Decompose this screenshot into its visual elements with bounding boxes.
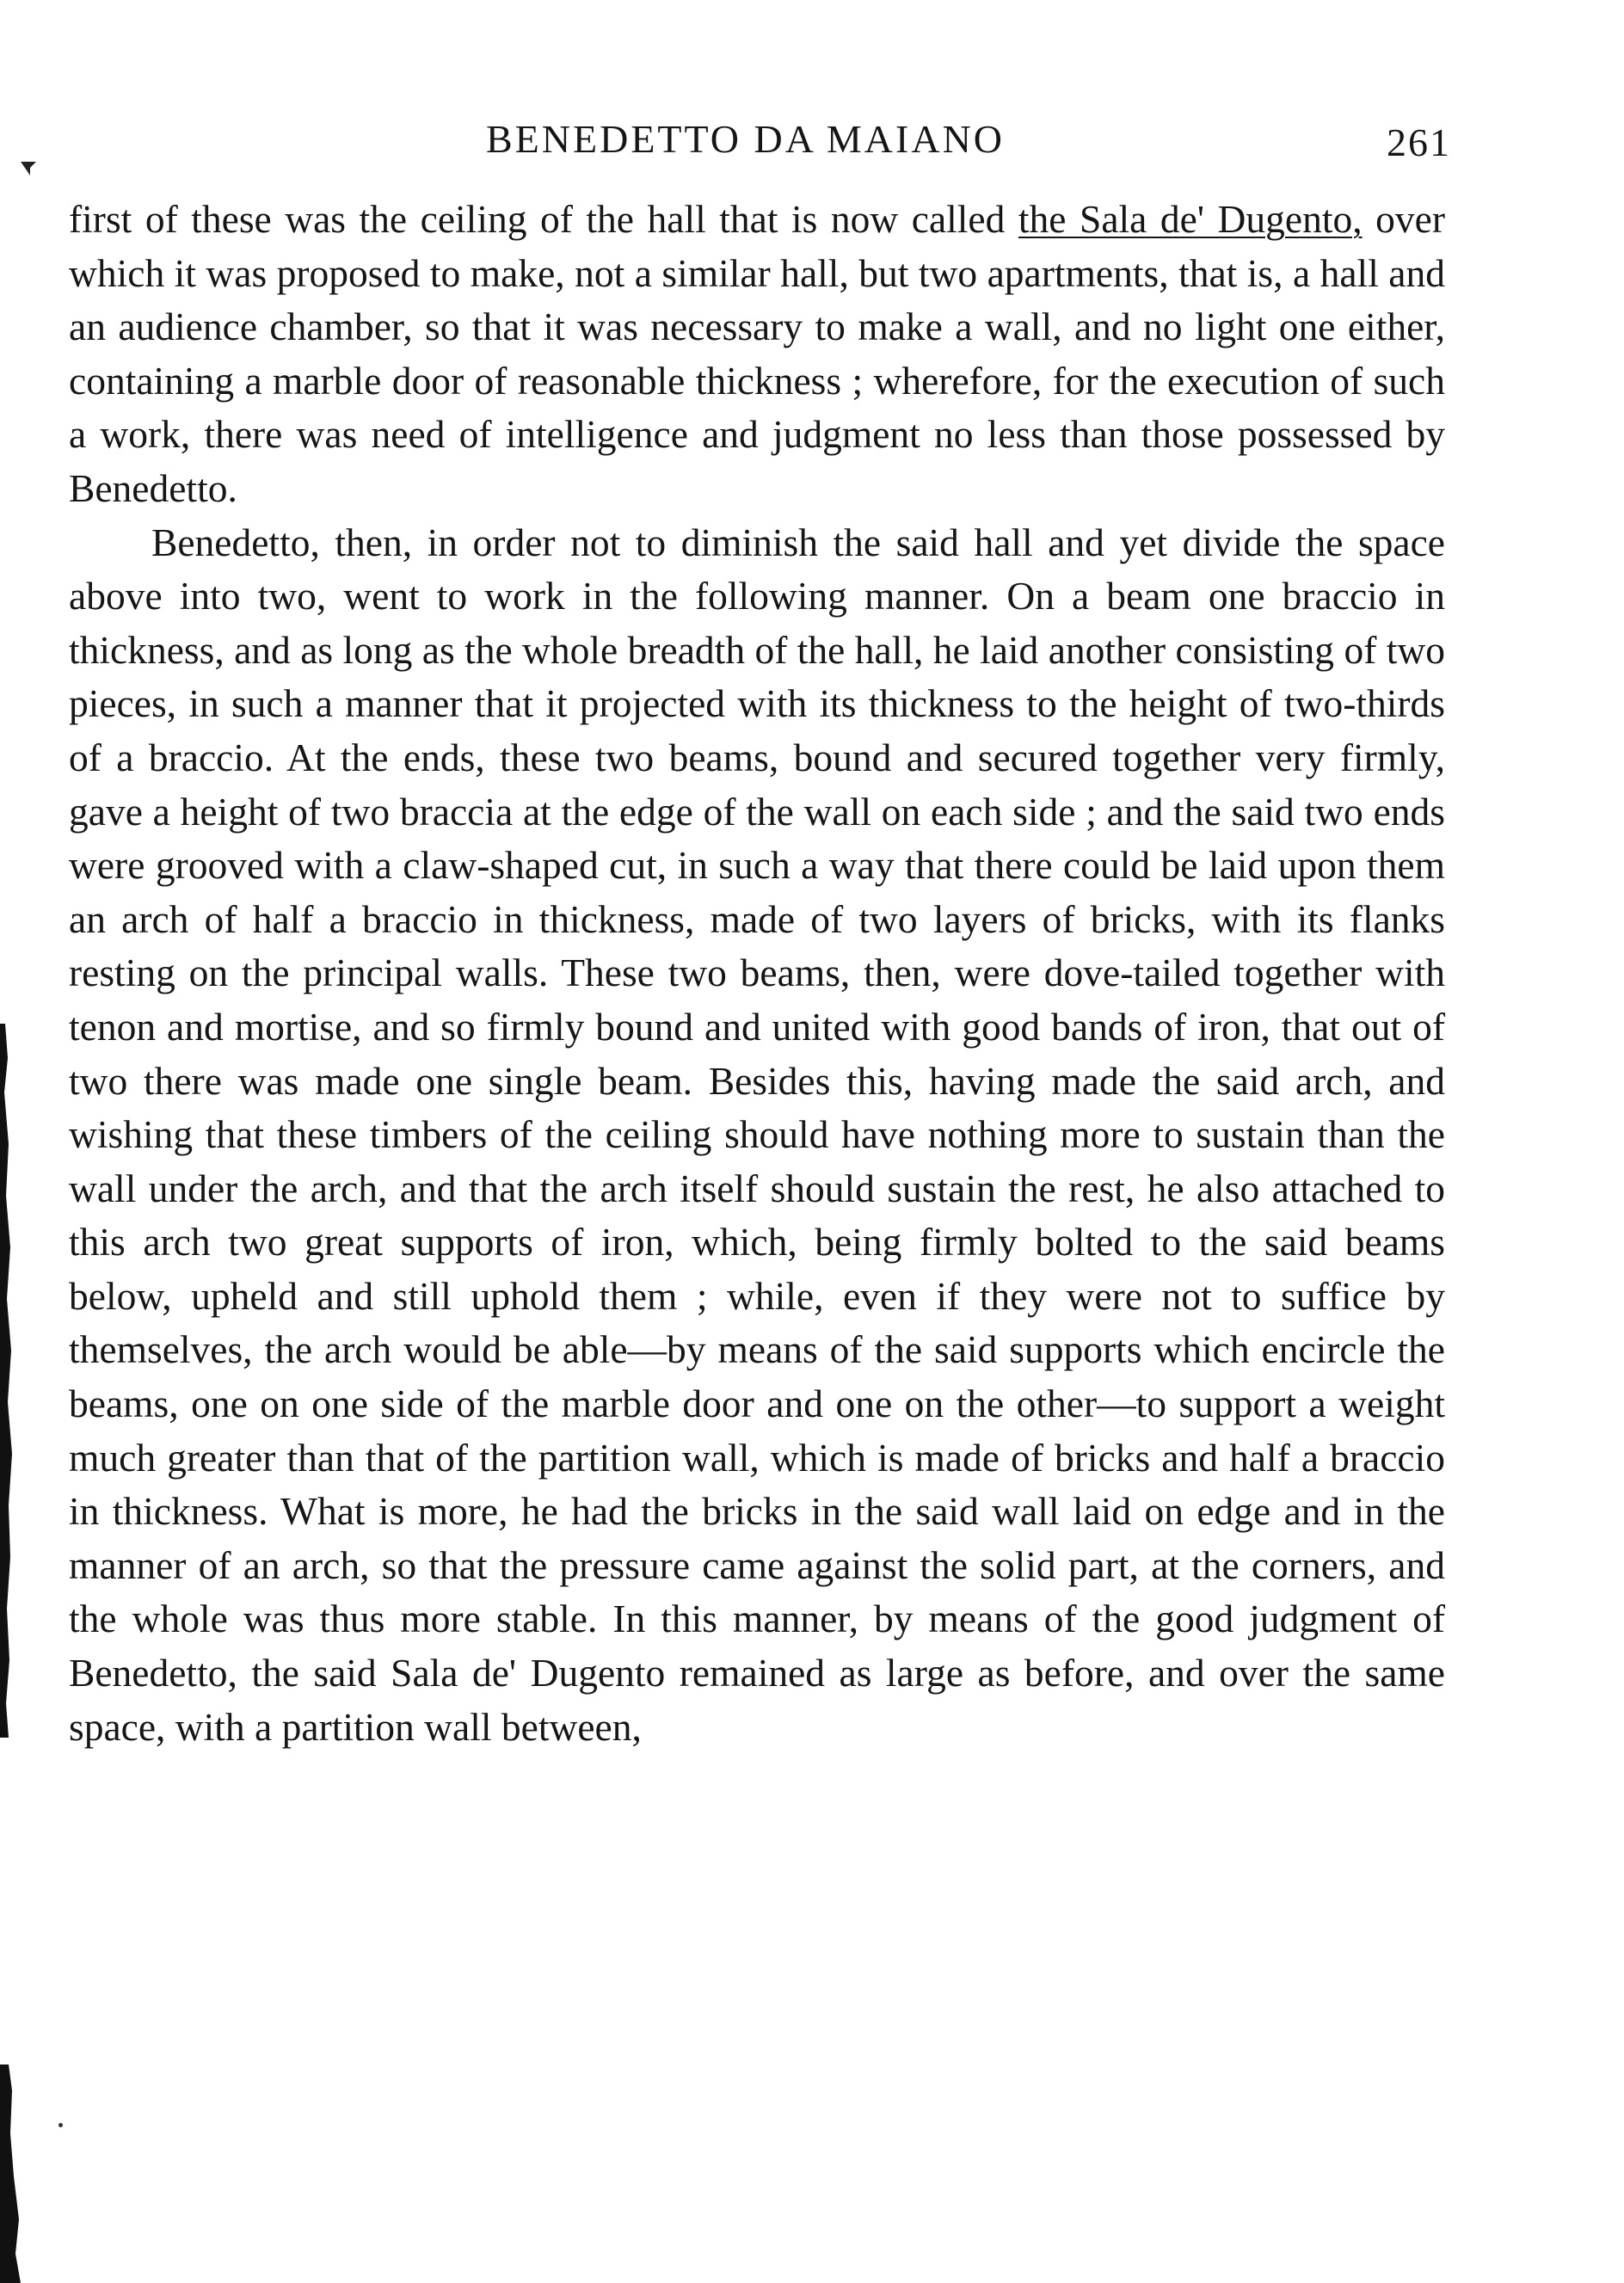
paragraph-1-rest: over which it was proposed to make, not a similar hall, but two apartments, that is, a hall and an audience chamber, so that it was necessary to make a wall, and no light one either, containing a marble door of reasonable thickness ; wherefore, for the execution of such a work, there was need of intelligence and judgment no less than those possessed by Benedetto. [69, 197, 1445, 510]
paragraph-1 [69, 193, 1445, 516]
scan-edge-shadow [0, 1024, 21, 1738]
scan-speck [58, 2123, 63, 2127]
body-text [69, 193, 1445, 1754]
scan-edge-shadow-bottom [0, 2065, 22, 2283]
underlined-place-name: the Sala de' Dugento, [1018, 197, 1363, 241]
paragraph-2: Benedetto, then, in order not to diminish the said hall and yet divide the space above into two, went to work in the following manner. On a beam one braccio in thickness, and as long as the whole breadth of the hall, he laid another consisting of two pieces, in such a manner that it projected with its thickness to the height of two-thirds of a braccio. At the ends, these two beams, bound and secured together very firmly, gave a height of two braccia at the edge of the wall on each side ; and the said two ends were grooved with a claw-shaped cut, in such a way that there could be laid upon them an arch of half a braccio in thickness, made of two layers of bricks, with its flanks resting on the principal walls. These two beams, then, were dove-tailed together with tenon and mortise, and so firmly bound and united with good bands of iron, that out of two there was made one single beam. Besides this, having made the said arch, and wishing that these timbers of the ceiling should have nothing more to sustain than the wall under the arch, and that the arch itself should sustain the rest, he also attached to this arch two great supports of iron, which, being firmly bolted to the said beams below, upheld and still uphold them ; while, even if they were not to suffice by themselves, the arch would be able—by means of the said supports which encircle the beams, one on one side of the marble door and one on the other—to support a weight much greater than that of the partition wall, which is made of bricks and half a braccio in thickness. What is more, he had the bricks in the said wall laid on edge and in the manner of an arch, so that the pressure came against the solid part, at the corners, and the whole was thus more stable. In this manner, by means of the good judgment of Benedetto, the said Sala de' Dugento remained as large as before, and over the same space, with a partition wall between, [69, 520, 1445, 1749]
paragraph-1-start: first of these was the ceiling of the hall that is now called [69, 197, 1018, 241]
page-header [0, 114, 1624, 165]
running-title: BENEDETTO DA MAIANO [486, 117, 1006, 161]
page-number: 261 [1387, 120, 1451, 164]
corner-mark-icon [19, 158, 38, 177]
